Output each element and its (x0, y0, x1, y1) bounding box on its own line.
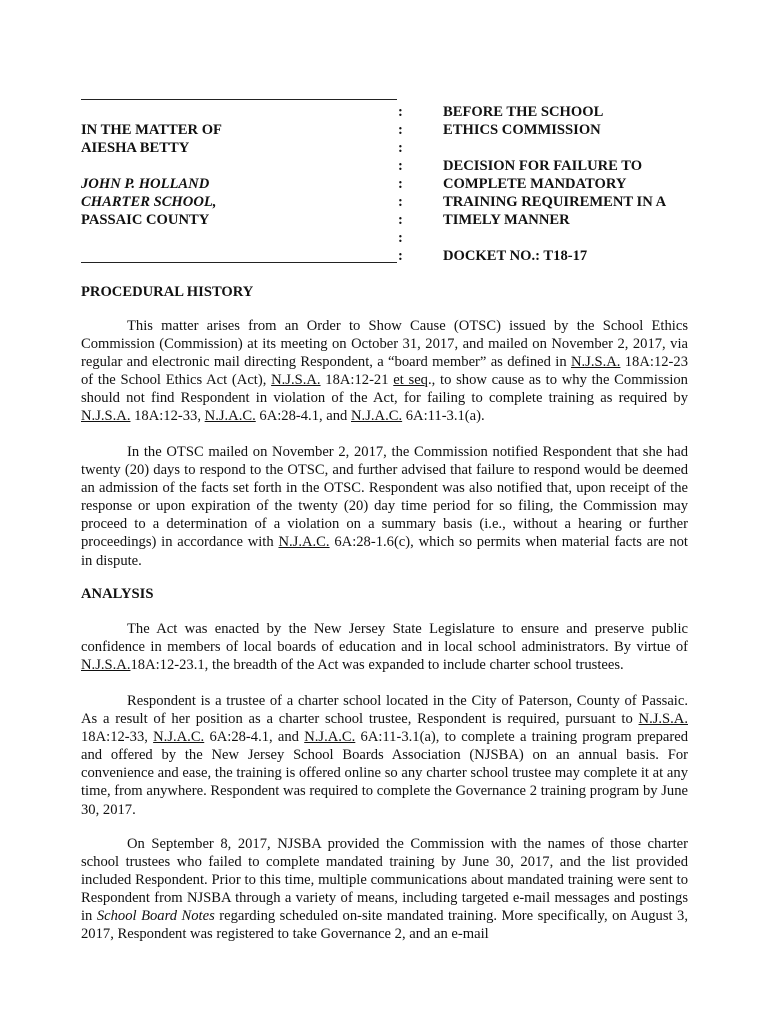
colon: : (398, 104, 403, 120)
citation: N.J.S.A. (638, 711, 688, 728)
caption-matter (81, 121, 222, 157)
paragraph-otsc-notice: In the OTSC mailed on November 2, 2017, the Commission notified Respondent that she had twenty (20) days to respond to the OTSC, and further advised that failure to respond would be deemed an admission of the facts set forth in the OTSC. Respondent was also notified that, upon receipt of the response or upon expiration of the twenty (20) day time period for so filing, the Commission may proceed to a determination of a violation on a summary basis (i.e., without a hearing or further proceedings) in accordance with N.J.A.C. 6A:28-1.6(c), which so permits when material facts are not in dispute. (81, 444, 688, 569)
respondent-name: AIESHA BETTY (81, 140, 190, 156)
colon: : (398, 176, 403, 192)
school-name-line: CHARTER SCHOOL, (81, 194, 217, 210)
paragraph-otsc-issued: This matter arises from an Order to Show Cause (OTSC) issued by the School Ethics Commission (Commission) at its meeting on October 31, 2017, and mailed on November 2, 2017, via regular and electronic mail directing Respondent, a “board member” as defined in N.J.S.A. 18A:12-23 of the School Ethics Act (Act), N.J.S.A. 18A:12-21 et seq., to show cause as to why the Commission should not find Respondent in violation of the Act, for failing to complete training as required by N.J.S.A. 18A:12-33, N.J.A.C. 6A:28-4.1, and N.J.A.C. 6A:11-3.1(a). (81, 318, 688, 425)
decision-title-line: TIMELY MANNER (443, 212, 570, 228)
decision-title-line: DECISION FOR FAILURE TO (443, 158, 643, 174)
docket-number-text: DOCKET NO.: T18-17 (443, 248, 588, 264)
caption-decision-title (443, 157, 703, 229)
colon: : (398, 194, 403, 210)
paragraph-njsba-list: On September 8, 2017, NJSBA provided the Commission with the names of those charter school trustees who failed to complete mandated training by June 30, 2017, and the list provided included Respondent. Prior to this time, multiple communications about mandated training were sent to Respondent from NJSBA through a variety of means, including targeted e-mail messages and postings in School Board Notes regarding scheduled on-site mandated training. More specifically, on August 3, 2017, Respondent was registered to take Governance 2, and an e-mail (81, 836, 688, 943)
citation: et seq (393, 372, 428, 389)
paragraph-act-purpose: The Act was enacted by the New Jersey State Legislature to ensure and preserve public confidence in members of local boards of education and in local school administrators. By virtue of N.J.S.A.18A:12-23.1, the breadth of the Act was expanded to include charter school trustees. (81, 621, 688, 674)
citation: N.J.S.A. (81, 408, 131, 425)
forum-line: BEFORE THE SCHOOL (443, 104, 604, 120)
colon: : (398, 122, 403, 138)
caption-forum (443, 103, 703, 139)
caption-colon-column (398, 103, 403, 265)
citation: N.J.A.C. (351, 408, 403, 425)
docket-number (443, 247, 703, 265)
colon: : (398, 212, 403, 228)
caption-school (81, 175, 216, 229)
colon: : (398, 248, 403, 264)
citation: N.J.S.A. (271, 372, 321, 389)
caption-top-rule (81, 99, 397, 100)
citation: N.J.S.A. (570, 354, 621, 371)
caption-bottom-rule (81, 262, 397, 263)
paragraph-respondent-trustee: Respondent is a trustee of a charter school located in the City of Paterson, County of Passaic. As a result of her position as a charter school trustee, Respondent is required, pursuant to N.J.S.A. 18A:12-33, N.J.A.C. 6A:28-4.1, and N.J.A.C. 6A:11-3.1(a), to complete a training program prepared and offered by the New Jersey School Boards Association (NJSBA) on an annual basis. For convenience and ease, the training is offered online so any charter school trustee may complete it at any time, from anywhere. Respondent was required to complete the Governance 2 training program by June 30, 2017. (81, 693, 688, 818)
decision-title-line: TRAINING REQUIREMENT IN A (443, 194, 667, 210)
colon: : (398, 140, 403, 156)
colon: : (398, 230, 403, 246)
school-name-line: JOHN P. HOLLAND (81, 176, 210, 192)
citation: N.J.A.C. (304, 729, 356, 746)
decision-title-line: COMPLETE MANDATORY (443, 176, 627, 192)
procedural-history-heading: PROCEDURAL HISTORY (81, 284, 254, 300)
colon: : (398, 158, 403, 174)
citation: N.J.A.C. (153, 729, 205, 746)
citation: N.J.A.C. (204, 408, 256, 425)
publication-title: School Board Notes (96, 908, 215, 925)
citation: N.J.A.C. (278, 534, 330, 551)
citation: N.J.S.A. (81, 657, 131, 674)
forum-line: ETHICS COMMISSION (443, 122, 601, 138)
analysis-heading: ANALYSIS (81, 586, 154, 602)
caption-matter-line: IN THE MATTER OF (81, 122, 222, 138)
county-name: PASSAIC COUNTY (81, 212, 210, 228)
